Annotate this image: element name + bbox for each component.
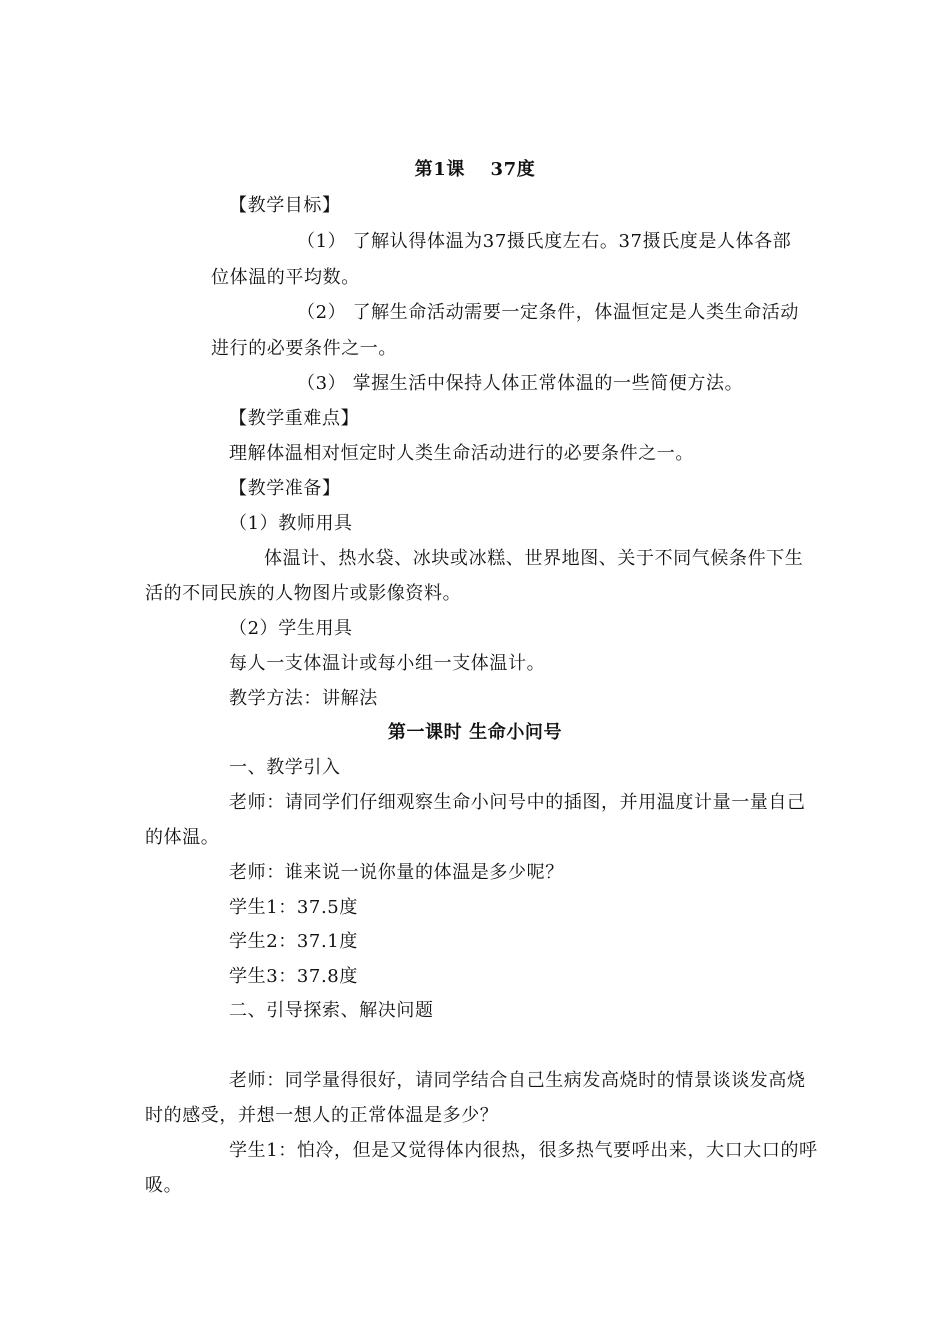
student-2-answer: 学生2：37.1度 bbox=[229, 931, 358, 952]
student-3-answer: 学生3：37.8度 bbox=[229, 966, 358, 987]
teacher-tools-line-1: 体温计、热水袋、冰块或冰糕、世界地图、关于不同气候条件下生 bbox=[264, 548, 804, 569]
student-tools-label: （2）学生用具 bbox=[229, 618, 353, 639]
teaching-method: 教学方法：讲解法 bbox=[229, 688, 378, 709]
student-reply-line-1: 学生1：怕冷，但是又觉得体内很热，很多热气要呼出来，大口大口的呼 bbox=[229, 1140, 818, 1161]
key-points-text: 理解体温相对恒定时人类生命活动进行的必要条件之一。 bbox=[229, 443, 694, 464]
student-reply-line-2: 吸。 bbox=[145, 1175, 183, 1196]
teacher-line-2: 老师：谁来说一说你量的体温是多少呢？ bbox=[229, 862, 564, 883]
objective-2-line-1: （2） 了解生命活动需要一定条件，体温恒定是人类生命活动 bbox=[297, 302, 799, 323]
preparation-heading: 【教学准备】 bbox=[229, 478, 341, 499]
teacher-line-3a: 老师：同学量得很好，请同学结合自己生病发高烧时的情景谈谈发高烧 bbox=[229, 1070, 806, 1091]
objective-3: （3） 掌握生活中保持人体正常体温的一些简便方法。 bbox=[297, 373, 744, 394]
student-tools-text: 每人一支体温计或每小组一支体温计。 bbox=[229, 653, 546, 674]
key-points-heading: 【教学重难点】 bbox=[229, 408, 360, 429]
student-1-answer: 学生1：37.5度 bbox=[229, 897, 358, 918]
teacher-tools-line-2: 活的不同民族的人物图片或影像资料。 bbox=[145, 583, 462, 604]
objective-2-line-2: 进行的必要条件之一。 bbox=[211, 338, 397, 359]
lesson-title: 第1课 37度 bbox=[414, 159, 536, 180]
teacher-line-1b: 的体温。 bbox=[145, 827, 220, 848]
teacher-tools-label: （1）教师用具 bbox=[229, 513, 353, 534]
section-1-heading: 一、教学引入 bbox=[229, 757, 341, 778]
objectives-heading: 【教学目标】 bbox=[229, 195, 341, 216]
period-title: 第一课时 生命小问号 bbox=[387, 722, 563, 743]
teacher-line-3b: 时的感受，并想一想人的正常体温是多少？ bbox=[145, 1105, 499, 1126]
objective-1-line-1: （1） 了解认得体温为37摄氏度左右。37摄氏度是人体各部 bbox=[297, 231, 792, 252]
objective-1-line-2: 位体温的平均数。 bbox=[211, 267, 360, 288]
teacher-line-1a: 老师：请同学们仔细观察生命小问号中的插图，并用温度计量一量自己 bbox=[229, 792, 806, 813]
section-2-heading: 二、引导探索、解决问题 bbox=[229, 1000, 434, 1021]
